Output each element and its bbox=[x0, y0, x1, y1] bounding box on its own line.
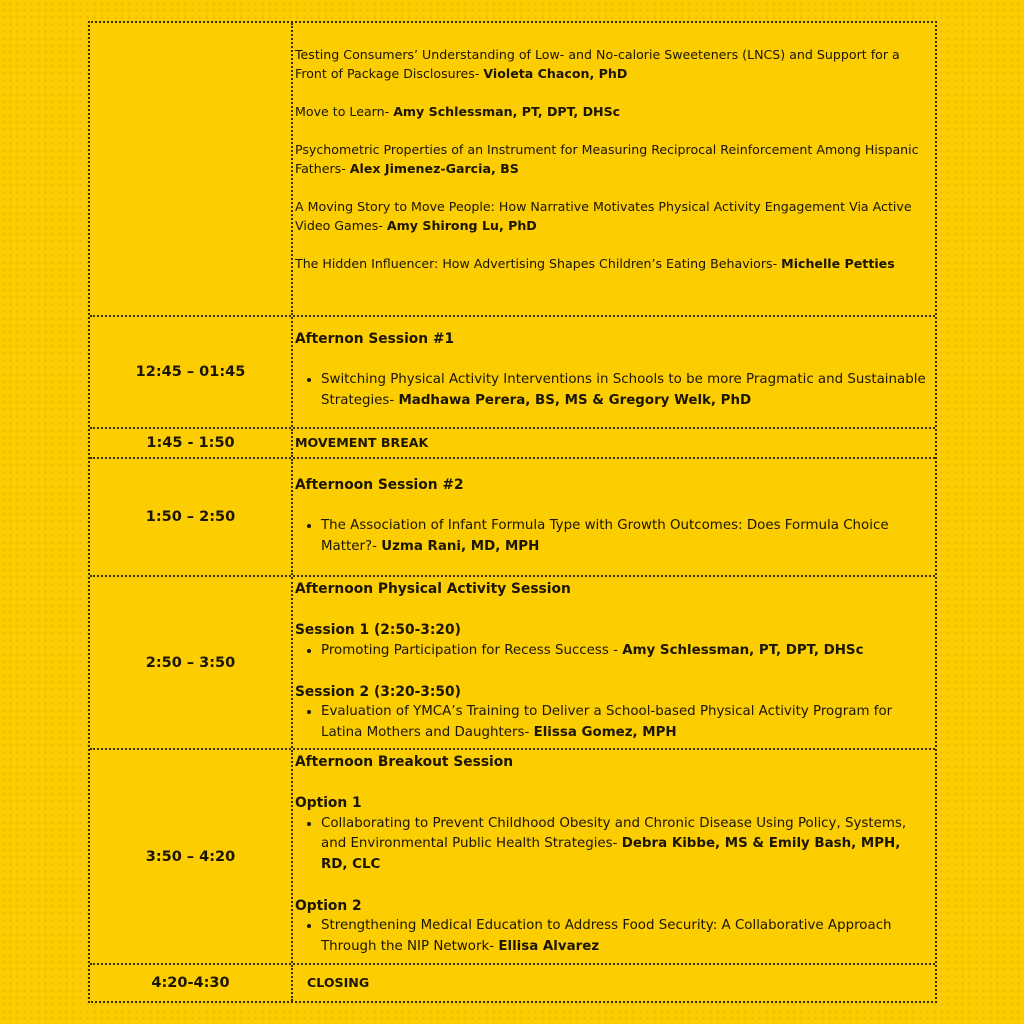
time-cell: 1:50 – 2:50 bbox=[90, 459, 293, 575]
sub-session-label: Session 2 (3:20-3:50) bbox=[295, 683, 461, 700]
closing-label: CLOSING bbox=[307, 974, 370, 990]
talk-title: The Association of Infant Formula Type with Growth Outcomes: Does Formula Choice Matter?- bbox=[321, 518, 889, 554]
option-label: Option 2 bbox=[295, 897, 362, 914]
session-item bbox=[321, 641, 931, 662]
talk-item bbox=[295, 45, 931, 83]
table-row bbox=[90, 750, 935, 965]
talk-item bbox=[295, 140, 931, 178]
break-label: MOVEMENT BREAK bbox=[295, 434, 429, 450]
table-row bbox=[90, 459, 935, 577]
content-cell bbox=[293, 23, 935, 315]
talk-speaker: Amy Shirong Lu, PhD bbox=[386, 218, 537, 233]
talk-title: Collaborating to Prevent Childhood Obesity and Chronic Disease Using Policy, Systems, and Environmental Public Health Strategies- bbox=[321, 815, 907, 851]
talk-speaker: Michelle Petties bbox=[781, 256, 895, 271]
content-cell bbox=[293, 750, 935, 963]
talk-speaker: Amy Schlessman, PT, DPT, DHSc bbox=[622, 642, 864, 658]
session-item bbox=[321, 516, 931, 557]
talk-item bbox=[295, 102, 931, 121]
option-label: Option 1 bbox=[295, 795, 362, 811]
session-heading: Afternoon Physical Activity Session bbox=[295, 581, 571, 597]
time-cell bbox=[90, 23, 293, 315]
session-heading: Afternoon Breakout Session bbox=[295, 754, 514, 770]
talk-speaker: Madhawa Perera, BS, MS & Gregory Welk, PhD bbox=[398, 392, 752, 408]
schedule-table bbox=[88, 21, 937, 1003]
talk-title: Testing Consumers’ Understanding of Low- and No-calorie Sweeteners (LNCS) and Support for a Front of Package Disclosures- bbox=[295, 47, 900, 81]
talk-speaker: Ellisa Alvarez bbox=[498, 938, 600, 954]
session-item bbox=[321, 814, 931, 876]
session-heading: Afternoon Session #2 bbox=[295, 477, 464, 493]
time-cell: 2:50 – 3:50 bbox=[90, 577, 293, 748]
talk-title: Switching Physical Activity Interventions in Schools to be more Pragmatic and Sustainable Strategies- bbox=[321, 372, 926, 408]
session-heading: Afternon Session #1 bbox=[295, 331, 455, 347]
talk-speaker: Alex Jimenez-Garcia, BS bbox=[349, 161, 519, 176]
talk-item bbox=[295, 254, 931, 273]
time-cell: 12:45 – 01:45 bbox=[90, 317, 293, 427]
talk-title: Move to Learn- bbox=[295, 104, 390, 119]
table-row bbox=[90, 317, 935, 429]
content-cell bbox=[293, 577, 935, 748]
talk-speaker: Debra Kibbe, MS & Emily Bash, MPH, RD, CLC bbox=[321, 836, 901, 872]
time-cell: 4:20-4:30 bbox=[90, 965, 293, 1001]
session-item bbox=[321, 370, 931, 411]
table-row bbox=[90, 429, 935, 459]
sub-session-label: Session 1 (2:50-3:20) bbox=[295, 622, 461, 638]
talk-speaker: Amy Schlessman, PT, DPT, DHSc bbox=[393, 104, 621, 119]
time-cell: 3:50 – 4:20 bbox=[90, 750, 293, 963]
talk-title: Strengthening Medical Education to Address Food Security: A Collaborative Approach Through the NIP Network- bbox=[321, 918, 892, 954]
content-cell bbox=[293, 429, 935, 457]
table-row bbox=[90, 577, 935, 750]
talk-title: Evaluation of YMCA’s Training to Deliver a School-based Physical Activity Program for Latina Mothers and Daughters- bbox=[321, 704, 893, 740]
talk-speaker: Elissa Gomez, MPH bbox=[533, 724, 677, 740]
talk-speaker: Violeta Chacon, PhD bbox=[483, 66, 628, 81]
time-cell: 1:45 - 1:50 bbox=[90, 429, 293, 457]
session-item bbox=[321, 916, 931, 957]
talk-item bbox=[295, 197, 931, 235]
talk-title: Promoting Participation for Recess Success - bbox=[321, 642, 618, 658]
talk-speaker: Uzma Rani, MD, MPH bbox=[381, 538, 540, 554]
talk-title: Psychometric Properties of an Instrument for Measuring Reciprocal Reinforcement Among Hispanic Fathers- bbox=[295, 142, 919, 176]
session-item bbox=[321, 702, 931, 743]
talk-title: A Moving Story to Move People: How Narrative Motivates Physical Activity Engagement Via Active Video Games- bbox=[295, 199, 912, 233]
content-cell bbox=[293, 317, 935, 427]
table-row bbox=[90, 965, 935, 1001]
talk-title: The Hidden Influencer: How Advertising Shapes Children’s Eating Behaviors- bbox=[295, 256, 778, 271]
content-cell bbox=[293, 459, 935, 575]
table-row bbox=[90, 23, 935, 317]
content-cell bbox=[293, 965, 935, 1001]
